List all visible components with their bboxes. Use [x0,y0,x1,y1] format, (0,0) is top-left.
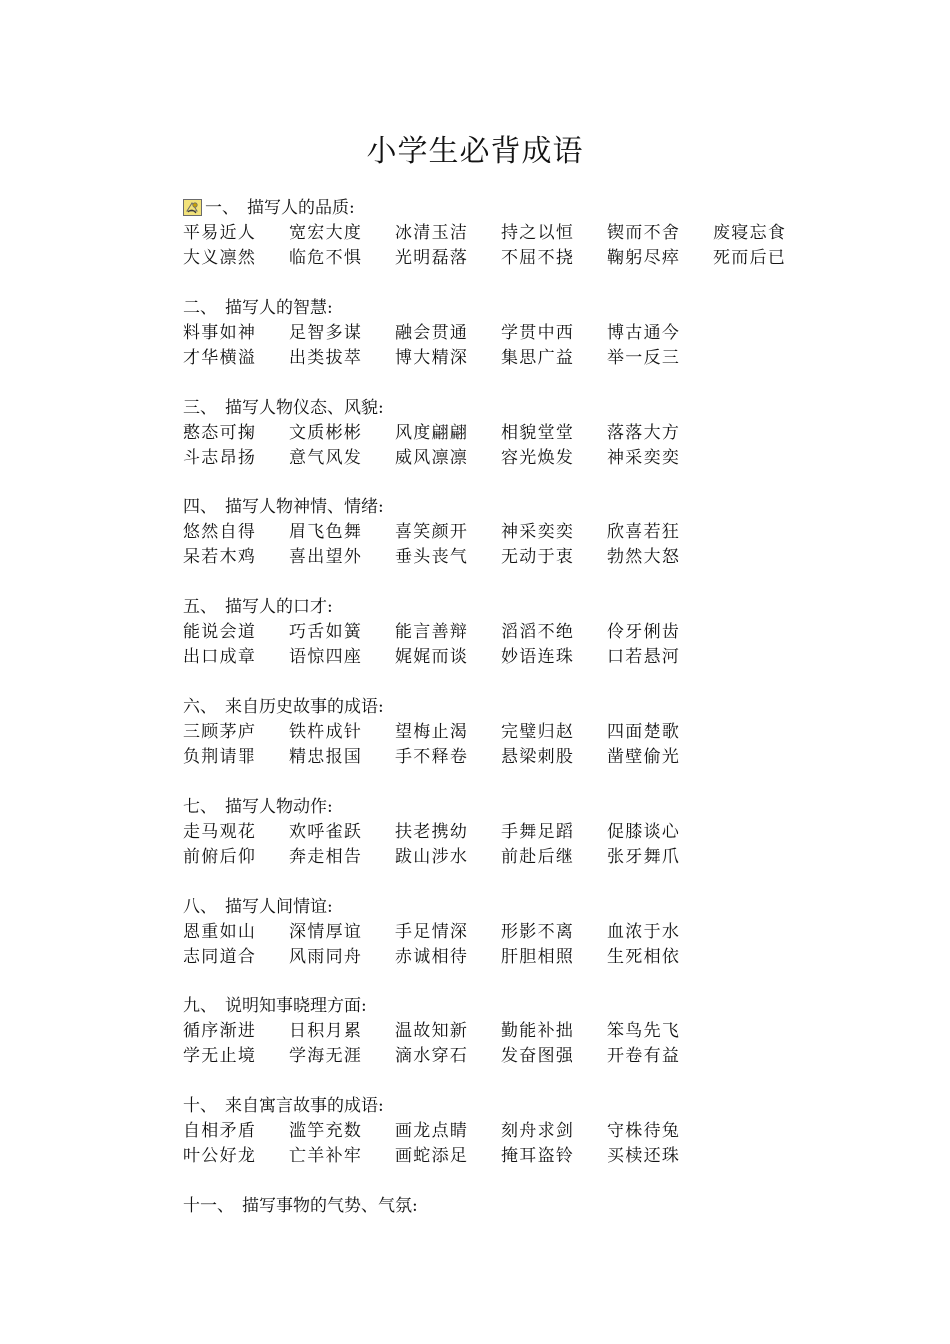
idiom: 融会贯通 [395,322,469,343]
idiom: 血浓于水 [607,921,681,942]
section-10 [183,1094,883,1169]
idiom-row [183,221,883,246]
idiom: 掩耳盗铃 [501,1146,575,1167]
section-title: 描写人间情谊: [225,896,333,917]
idiom: 扶老携幼 [395,821,469,842]
section-4 [183,495,883,570]
idiom: 意气风发 [289,447,363,468]
idiom: 足智多谋 [289,322,363,343]
section-heading [183,1094,883,1119]
idiom: 志同道合 [183,946,257,967]
idiom: 滥竽充数 [289,1121,363,1142]
idiom: 巧舌如簧 [289,622,363,643]
idiom: 持之以恒 [501,223,575,243]
idiom: 赤诚相待 [395,946,469,967]
idiom: 跋山涉水 [395,846,469,867]
idiom: 废寝忘食 [713,223,787,243]
idiom: 鞠躬尽瘁 [607,248,681,268]
idiom: 口若悬河 [607,647,681,668]
section-heading [183,994,883,1019]
idiom: 容光焕发 [501,447,575,468]
idiom: 学无止境 [183,1046,257,1067]
idiom: 完璧归赵 [501,721,575,742]
idiom: 负荆请罪 [183,746,257,767]
idiom: 憨态可掬 [183,422,257,443]
idiom: 画蛇添足 [395,1146,469,1167]
section-number: 二、 [183,297,217,318]
section-title: 描写人的口才: [225,597,333,618]
section-title: 描写人物动作: [225,796,333,817]
section-heading [183,1194,883,1219]
section-9 [183,994,883,1069]
idiom: 平易近人 [183,223,257,243]
idiom: 自相矛盾 [183,1121,257,1142]
idiom: 博古通今 [607,322,681,343]
idiom: 神采奕奕 [607,447,681,468]
idiom: 斗志昂扬 [183,447,257,468]
section-number: 十、 [183,1096,217,1117]
section-number: 十一、 [183,1195,234,1216]
idiom-row [183,421,883,446]
idiom: 叶公好龙 [183,1146,257,1167]
section-2 [183,296,883,371]
idiom: 发奋图强 [501,1046,575,1067]
idiom: 生死相依 [607,946,681,967]
idiom: 光明磊落 [395,248,469,268]
idiom: 喜笑颜开 [395,522,469,543]
section-1 [183,196,883,271]
section-title: 描写人的智慧: [225,297,333,318]
idiom-row [183,820,883,845]
section-number: 八、 [183,896,217,917]
idiom: 料事如神 [183,322,257,343]
idiom-row [183,545,883,570]
idiom-row [183,346,883,371]
section-heading [183,495,883,520]
idiom: 博大精深 [395,347,469,368]
idiom: 悬梁刺股 [501,746,575,767]
idiom: 三顾茅庐 [183,721,257,742]
idiom: 无动于衷 [501,547,575,568]
idiom: 垂头丧气 [395,547,469,568]
idiom: 四面楚歌 [607,721,681,742]
idiom: 恩重如山 [183,921,257,942]
idiom: 不屈不挠 [501,248,575,268]
idiom: 举一反三 [607,347,681,368]
idiom: 语惊四座 [289,647,363,668]
idiom: 眉飞色舞 [289,522,363,543]
section-heading [183,895,883,920]
idiom: 买椟还珠 [607,1146,681,1167]
idiom: 深情厚谊 [289,921,363,942]
section-title: 描写人物神情、情绪: [225,497,384,518]
idiom: 笨鸟先飞 [607,1021,681,1042]
idiom-row [183,1044,883,1069]
idiom: 冰清玉洁 [395,223,469,243]
section-number: 四、 [183,497,217,518]
section-3 [183,396,883,471]
idiom-row [183,246,883,271]
idiom: 死而后已 [713,248,787,268]
section-8 [183,895,883,970]
idiom: 刻舟求剑 [501,1121,575,1142]
idiom: 守株待兔 [607,1121,681,1142]
idiom-row [183,1144,883,1169]
idiom: 风度翩翩 [395,422,469,443]
idiom: 临危不惧 [289,248,363,268]
idiom: 日积月累 [289,1021,363,1042]
idiom: 精忠报国 [289,746,363,767]
idiom: 前赴后继 [501,846,575,867]
section-heading [183,296,883,321]
idiom-row [183,945,883,970]
section-title: 描写事物的气势、气氛: [242,1195,418,1216]
idiom: 大义凛然 [183,248,257,268]
idiom: 亡羊补牢 [289,1146,363,1167]
idiom: 才华横溢 [183,347,257,368]
section-heading [183,396,883,421]
section-number: 一、 [205,198,239,218]
idiom: 手不释卷 [395,746,469,767]
section-number: 三、 [183,397,217,418]
idiom-row [183,520,883,545]
idiom: 肝胆相照 [501,946,575,967]
idiom-row [183,720,883,745]
idiom: 威风凛凛 [395,447,469,468]
idiom: 欣喜若狂 [607,522,681,543]
idiom: 开卷有益 [607,1046,681,1067]
idiom: 勤能补拙 [501,1021,575,1042]
idiom-row [183,620,883,645]
section-title: 描写人的品质: [247,198,355,218]
idiom: 循序渐进 [183,1021,257,1042]
section-number: 九、 [183,996,217,1017]
idiom: 能说会道 [183,622,257,643]
idiom: 走马观花 [183,821,257,842]
idiom-row [183,645,883,670]
section-number: 五、 [183,597,217,618]
idiom: 伶牙俐齿 [607,622,681,643]
page-title: 小学生必背成语 [366,134,584,169]
idiom: 铁杵成针 [289,721,363,742]
idiom-list [183,196,883,1244]
embedded-object-icon[interactable] [183,199,202,216]
idiom: 呆若木鸡 [183,547,257,568]
section-title: 描写人物仪态、风貌: [225,397,384,418]
idiom: 集思广益 [501,347,575,368]
idiom: 形影不离 [501,921,575,942]
section-6 [183,695,883,770]
idiom: 相貌堂堂 [501,422,575,443]
idiom-row [183,745,883,770]
section-11 [183,1194,883,1219]
idiom: 欢呼雀跃 [289,821,363,842]
idiom: 悠然自得 [183,522,257,543]
idiom: 学海无涯 [289,1046,363,1067]
idiom-row [183,1119,883,1144]
idiom: 手舞足蹈 [501,821,575,842]
idiom: 落落大方 [607,422,681,443]
idiom: 手足情深 [395,921,469,942]
section-number: 七、 [183,796,217,817]
section-title: 说明知事晓理方面: [225,996,367,1017]
idiom: 滴水穿石 [395,1046,469,1067]
section-heading [183,196,883,221]
section-title: 来自寓言故事的成语: [225,1096,384,1117]
section-5 [183,595,883,670]
idiom: 促膝谈心 [607,821,681,842]
idiom: 温故知新 [395,1021,469,1042]
idiom-row [183,845,883,870]
idiom: 画龙点睛 [395,1121,469,1142]
idiom: 凿壁偷光 [607,746,681,767]
idiom: 神采奕奕 [501,522,575,543]
section-7 [183,795,883,870]
idiom: 张牙舞爪 [607,846,681,867]
section-heading [183,595,883,620]
idiom: 能言善辩 [395,622,469,643]
idiom: 学贯中西 [501,322,575,343]
idiom: 娓娓而谈 [395,647,469,668]
section-heading [183,795,883,820]
idiom: 出口成章 [183,647,257,668]
idiom: 出类拔萃 [289,347,363,368]
idiom-row [183,1019,883,1044]
idiom: 望梅止渴 [395,721,469,742]
idiom: 宽宏大度 [289,223,363,243]
idiom: 文质彬彬 [289,422,363,443]
idiom: 奔走相告 [289,846,363,867]
idiom: 前俯后仰 [183,846,257,867]
idiom: 风雨同舟 [289,946,363,967]
idiom: 妙语连珠 [501,647,575,668]
idiom-row [183,321,883,346]
idiom: 滔滔不绝 [501,622,575,643]
idiom: 锲而不舍 [607,223,681,243]
section-title: 来自历史故事的成语: [225,696,384,717]
idiom: 喜出望外 [289,547,363,568]
section-heading [183,695,883,720]
idiom-row [183,920,883,945]
idiom-row [183,446,883,471]
idiom: 勃然大怒 [607,547,681,568]
section-number: 六、 [183,696,217,717]
